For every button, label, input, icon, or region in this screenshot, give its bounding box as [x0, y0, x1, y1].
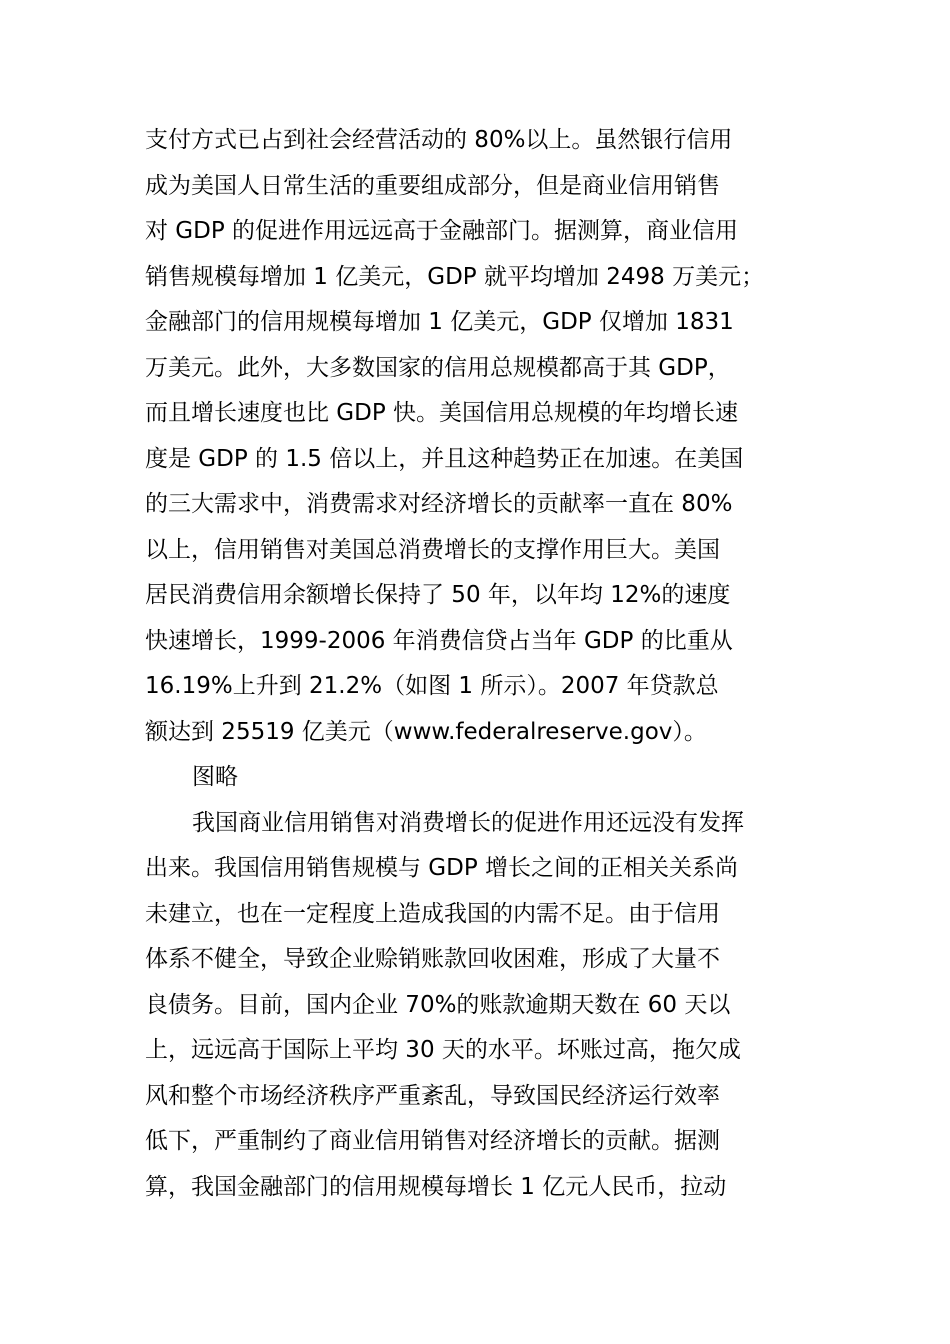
text-line: 上，远远高于国际上平均 30 天的水平。坏账过高，拖欠成: [145, 1037, 741, 1063]
text-line: 成为美国人日常生活的重要组成部分，但是商业信用销售: [145, 172, 720, 199]
text-line: 度是 GDP 的 1.5 倍以上，并且这种趋势正在加速。在美国: [145, 445, 744, 472]
text-line: 16.19%上升到 21.2%（如图 1 所示）。2007 年贷款总: [145, 673, 719, 699]
paragraph-first-line: 我国商业信用销售对消费增长的促进作用还远没有发挥: [192, 809, 744, 836]
text-line: 算，我国金融部门的信用规模每增长 1 亿元人民币，拉动: [145, 1173, 727, 1200]
text-line: 低下，严重制约了商业信用销售对经济增长的贡献。据测: [145, 1128, 720, 1154]
text-line: 对 GDP 的促进作用远远高于金融部门。据测算，商业信用: [145, 218, 739, 244]
text-line: 未建立，也在一定程度上造成我国的内需不足。由于信用: [145, 900, 720, 927]
text-line: 良债务。目前，国内企业 70%的账款逾期天数在 60 天以: [145, 991, 731, 1018]
text-line: 万美元。此外，大多数国家的信用总规模都高于其 GDP，: [145, 354, 731, 381]
text-line: 额达到 25519 亿美元（www.federalreserve.gov）。: [145, 718, 707, 745]
text-line: 支付方式已占到社会经营活动的 80%以上。虽然银行信用: [145, 127, 733, 153]
text-line: 以上，信用销售对美国总消费增长的支撑作用巨大。美国: [145, 536, 720, 563]
text-line: 风和整个市场经济秩序严重紊乱，导致国民经济运行效率: [145, 1082, 720, 1109]
text-line: 快速增长，1999-2006 年消费信贷占当年 GDP 的比重从: [145, 627, 733, 654]
text-line: 销售规模每增加 1 亿美元，GDP 就平均增加 2498 万美元；: [145, 263, 765, 290]
text-line: 出来。我国信用销售规模与 GDP 增长之间的正相关关系尚: [145, 855, 739, 881]
text-line: 金融部门的信用规模每增加 1 亿美元，GDP 仅增加 1831: [145, 309, 734, 335]
figure-omitted-note: 图略: [192, 764, 238, 790]
text-line: 而且增长速度也比 GDP 快。美国信用总规模的年均增长速: [145, 400, 739, 426]
text-line: 居民消费信用余额增长保持了 50 年，以年均 12%的速度: [145, 582, 731, 608]
text-line: 体系不健全，导致企业赊销账款回收困难，形成了大量不: [145, 946, 720, 972]
body-text: [145, 118, 810, 1210]
text-line: 的三大需求中，消费需求对经济增长的贡献率一直在 80%: [145, 491, 733, 517]
